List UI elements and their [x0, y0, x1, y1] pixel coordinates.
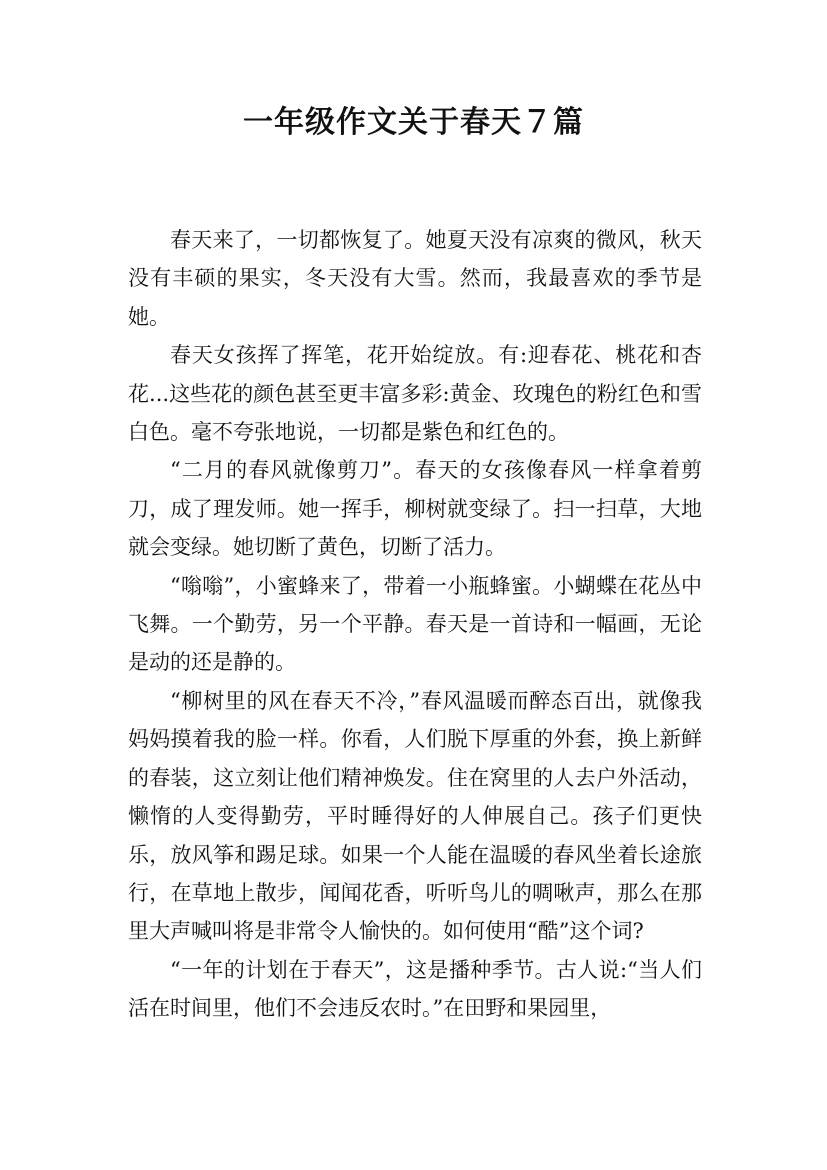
document-body — [128, 221, 702, 1028]
paragraph: 春天女孩挥了挥笔，花开始绽放。有:迎春花、桃花和杏花...这些花的颜色甚至更丰富多彩:黄金、玫瑰色的粉红色和雪白色。毫不夸张地说，一切都是紫色和红色的。 — [128, 343, 702, 445]
paragraph: “二月的春风就像剪刀”。春天的女孩像春风一样拿着剪刀，成了理发师。她一挥手，柳树就变绿了。扫一扫草，大地就会变绿。她切断了黄色，切断了活力。 — [128, 458, 702, 560]
paragraph: “一年的计划在于春天”，这是播种季节。古人说:“当人们活在时间里，他们不会违反农时。”在田野和果园里， — [128, 957, 702, 1021]
document-title: 一年级作文关于春天７篇 — [243, 105, 584, 140]
paragraph: “柳树里的风在春天不冷，”春风温暖而醉态百出，就像我妈妈摸着我的脸一样。你看，人们脱下厚重的外套，换上新鲜的春装，这立刻让他们精神焕发。住在窝里的人去户外活动，懒惰的人变得勤劳，平时睡得好的人伸展自己。孩子们更快乐，放风筝和踢足球。如果一个人能在温暖的春风坐着长途旅行，在草地上散步，闻闻花香，听听鸟儿的啁啾声，那么在那里大声喊叫将是非常令人愉快的。如何使用“酷”这个词? — [128, 688, 702, 944]
paragraph: 春天来了，一切都恢复了。她夏天没有凉爽的微风，秋天没有丰硕的果实，冬天没有大雪。然而，我最喜欢的季节是她。 — [128, 228, 702, 329]
paragraph: “嗡嗡”，小蜜蜂来了，带着一小瓶蜂蜜。小蝴蝶在花丛中飞舞。一个勤劳，另一个平静。春天是一首诗和一幅画，无论是动的还是静的。 — [128, 573, 702, 675]
